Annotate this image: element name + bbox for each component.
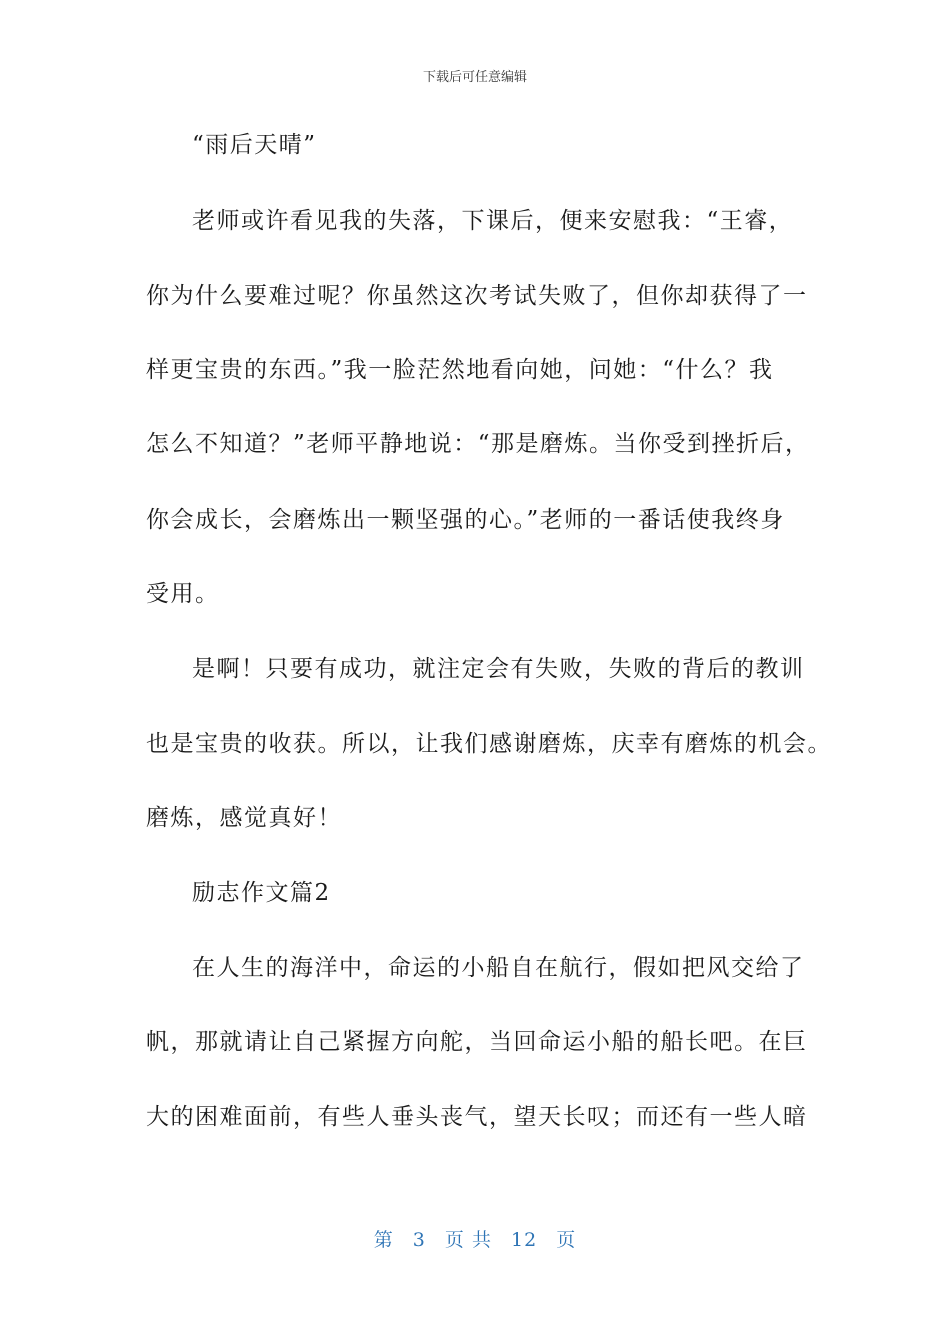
current-page-number: 3: [412, 1229, 426, 1251]
text-line: 帆，那就请让自己紧握方向舵，当回命运小船的船长吧。在巨: [146, 1029, 808, 1055]
text-line: 也是宝贵的收获。所以，让我们感谢磨炼，庆幸有磨炼的机会。: [146, 731, 832, 757]
text-line: 在人生的海洋中，命运的小船自在航行，假如把风交给了: [192, 955, 805, 981]
text-line: 受用。: [146, 581, 220, 607]
footer-prefix: 第: [373, 1229, 394, 1251]
text-line: 你会成长，会磨炼出一颗坚强的心。”老师的一番话使我终身: [146, 507, 785, 533]
text-line: 你为什么要难过呢？你虽然这次考试失败了，但你却获得了一: [146, 283, 808, 309]
total-page-count: 12: [511, 1229, 538, 1251]
footer-middle: 页 共: [444, 1229, 492, 1251]
text-line: 样更宝贵的东西。”我一脸茫然地看向她，问她：“什么？我: [146, 357, 774, 383]
text-line: 大的困难面前，有些人垂头丧气，望天长叹；而还有一些人暗: [146, 1104, 808, 1130]
text-line: 磨炼，感觉真好！: [146, 805, 342, 831]
page-header-note: 下载后可任意编辑: [422, 70, 527, 85]
footer-suffix: 页: [556, 1229, 577, 1251]
text-line: 怎么不知道？”老师平静地说：“那是磨炼。当你受到挫折后，: [146, 431, 810, 457]
section-heading: 励志作文篇2: [192, 880, 331, 906]
text-line: “雨后天晴”: [192, 132, 317, 158]
text-line: 老师或许看见我的失落，下课后，便来安慰我：“王睿，: [192, 208, 794, 234]
page-number-footer: [0, 1225, 950, 1252]
text-line: 是啊！只要有成功，就注定会有失败，失败的背后的教训: [192, 656, 805, 682]
